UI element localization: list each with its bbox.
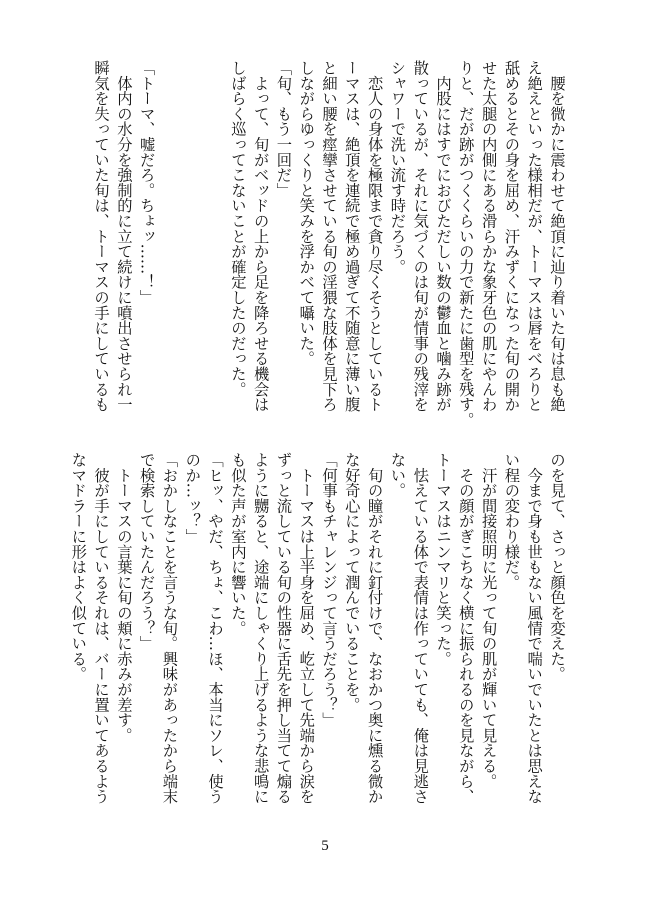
upper-text-block — [88, 60, 568, 428]
text-line: よって、旬がベッドの上から足を降ろせる機会は — [251, 60, 270, 412]
text-line: しばらく巡ってこないことが確定したのだった。 — [228, 60, 247, 397]
page-number: 5 — [321, 838, 329, 854]
text-line: のか…ッ？」 — [183, 452, 202, 544]
text-line: 瞬気を失っていた旬は、トーマスの手にしているも — [92, 60, 111, 412]
text-line: トーマスはニンマリと笑った。 — [434, 452, 453, 667]
text-line: 「ヒッ、やだ、ちょ、こわ…ほ、本当にソレ、使う — [206, 452, 225, 804]
text-line: のを見て、さっと顔色を変えた。 — [548, 452, 566, 682]
text-line: 恋人の身体を極限まで貪り尽くそうとしているト — [365, 60, 384, 412]
text-line: 腰を微かに震わせて絶頂に辿り着いた旬は息も絶 — [548, 60, 566, 412]
text-line: しながらゆっくりと笑みを浮かべて囁いた。 — [297, 60, 316, 366]
text-line: 今まで身も世もない風情で喘いでいたとは思えな — [525, 452, 544, 804]
text-line: りと、だが跡がつくくらいの力で新たに歯型を残す。 — [456, 60, 475, 428]
text-line: 舐めるとその身を屈め、汗みずくになった旬の開か — [502, 60, 521, 412]
text-line: 怯えている体で表情は作っていても、俺は見逃さ — [411, 452, 430, 804]
text-line: 体内の水分を強制的に立て続けに噴出させられ一 — [114, 60, 133, 412]
text-line: で検索していたんだろう？」 — [137, 452, 156, 651]
text-line: せた太腿の内側にある滑らかな象牙色の肌にやんわ — [479, 60, 498, 412]
text-line: ない。 — [388, 452, 407, 498]
text-line: 「何事もチャレンジって言うだろう？」 — [320, 452, 339, 728]
text-line: ように嬲ると、途端にしゃくり上げるような悲鳴に — [251, 452, 270, 804]
text-line: 散っているが、それに気づくのは旬が情事の残滓を — [411, 60, 430, 412]
blank-line — [203, 60, 226, 415]
text-line: 「おかしなことを言うな旬。興味があったから端末 — [160, 452, 179, 804]
text-line: 汗が間接照明に光って旬の肌が輝いて見える。 — [479, 452, 498, 789]
text-line: も似た声が室内に響いた。 — [228, 452, 247, 636]
text-line: シャワーで洗い流す時だろう。 — [388, 60, 407, 275]
text-line: トーマスは上半身を屈め、屹立して先端から涙を — [297, 452, 316, 804]
text-line: な好奇心によって潤んでいることを。 — [342, 452, 361, 713]
text-line: 「旬、もう一回だ」 — [274, 60, 293, 198]
text-line: 旬の瞳がそれに釘付けで、なおかつ奥に燻る微か — [365, 452, 384, 804]
text-line: ずっと流している旬の性器に舌先を押し当てて煽る — [274, 452, 293, 804]
text-line: 内股にはすでにおびただしい数の鬱血と噛み跡が — [434, 60, 453, 412]
text-line: い程の変わり様だ。 — [502, 452, 521, 590]
text-line: その顔がぎこちなく横に振られるのを見ながら、 — [456, 452, 475, 804]
text-line: ーマスは、絶頂を連続で極め過ぎて不随意に薄い腹 — [342, 60, 361, 412]
text-line: え絶えといった様相だが、トーマスは唇をべろりと — [525, 60, 544, 412]
text-line: なマドラーに形はよく似ている。 — [69, 452, 88, 682]
blank-line — [158, 60, 181, 415]
text-line: 彼が手にしているそれは、バーに置いてあるよう — [92, 452, 111, 804]
blank-line — [180, 60, 203, 415]
lower-text-block — [69, 452, 568, 807]
text-line: トーマスの言葉に旬の頬に赤みが差す。 — [114, 452, 133, 743]
text-line: 「トーマ、嘘だろ。ちょッ……！」 — [137, 60, 156, 305]
text-line: と細い腰を痙攣させている旬の淫猥な肢体を見下ろ — [320, 60, 339, 412]
